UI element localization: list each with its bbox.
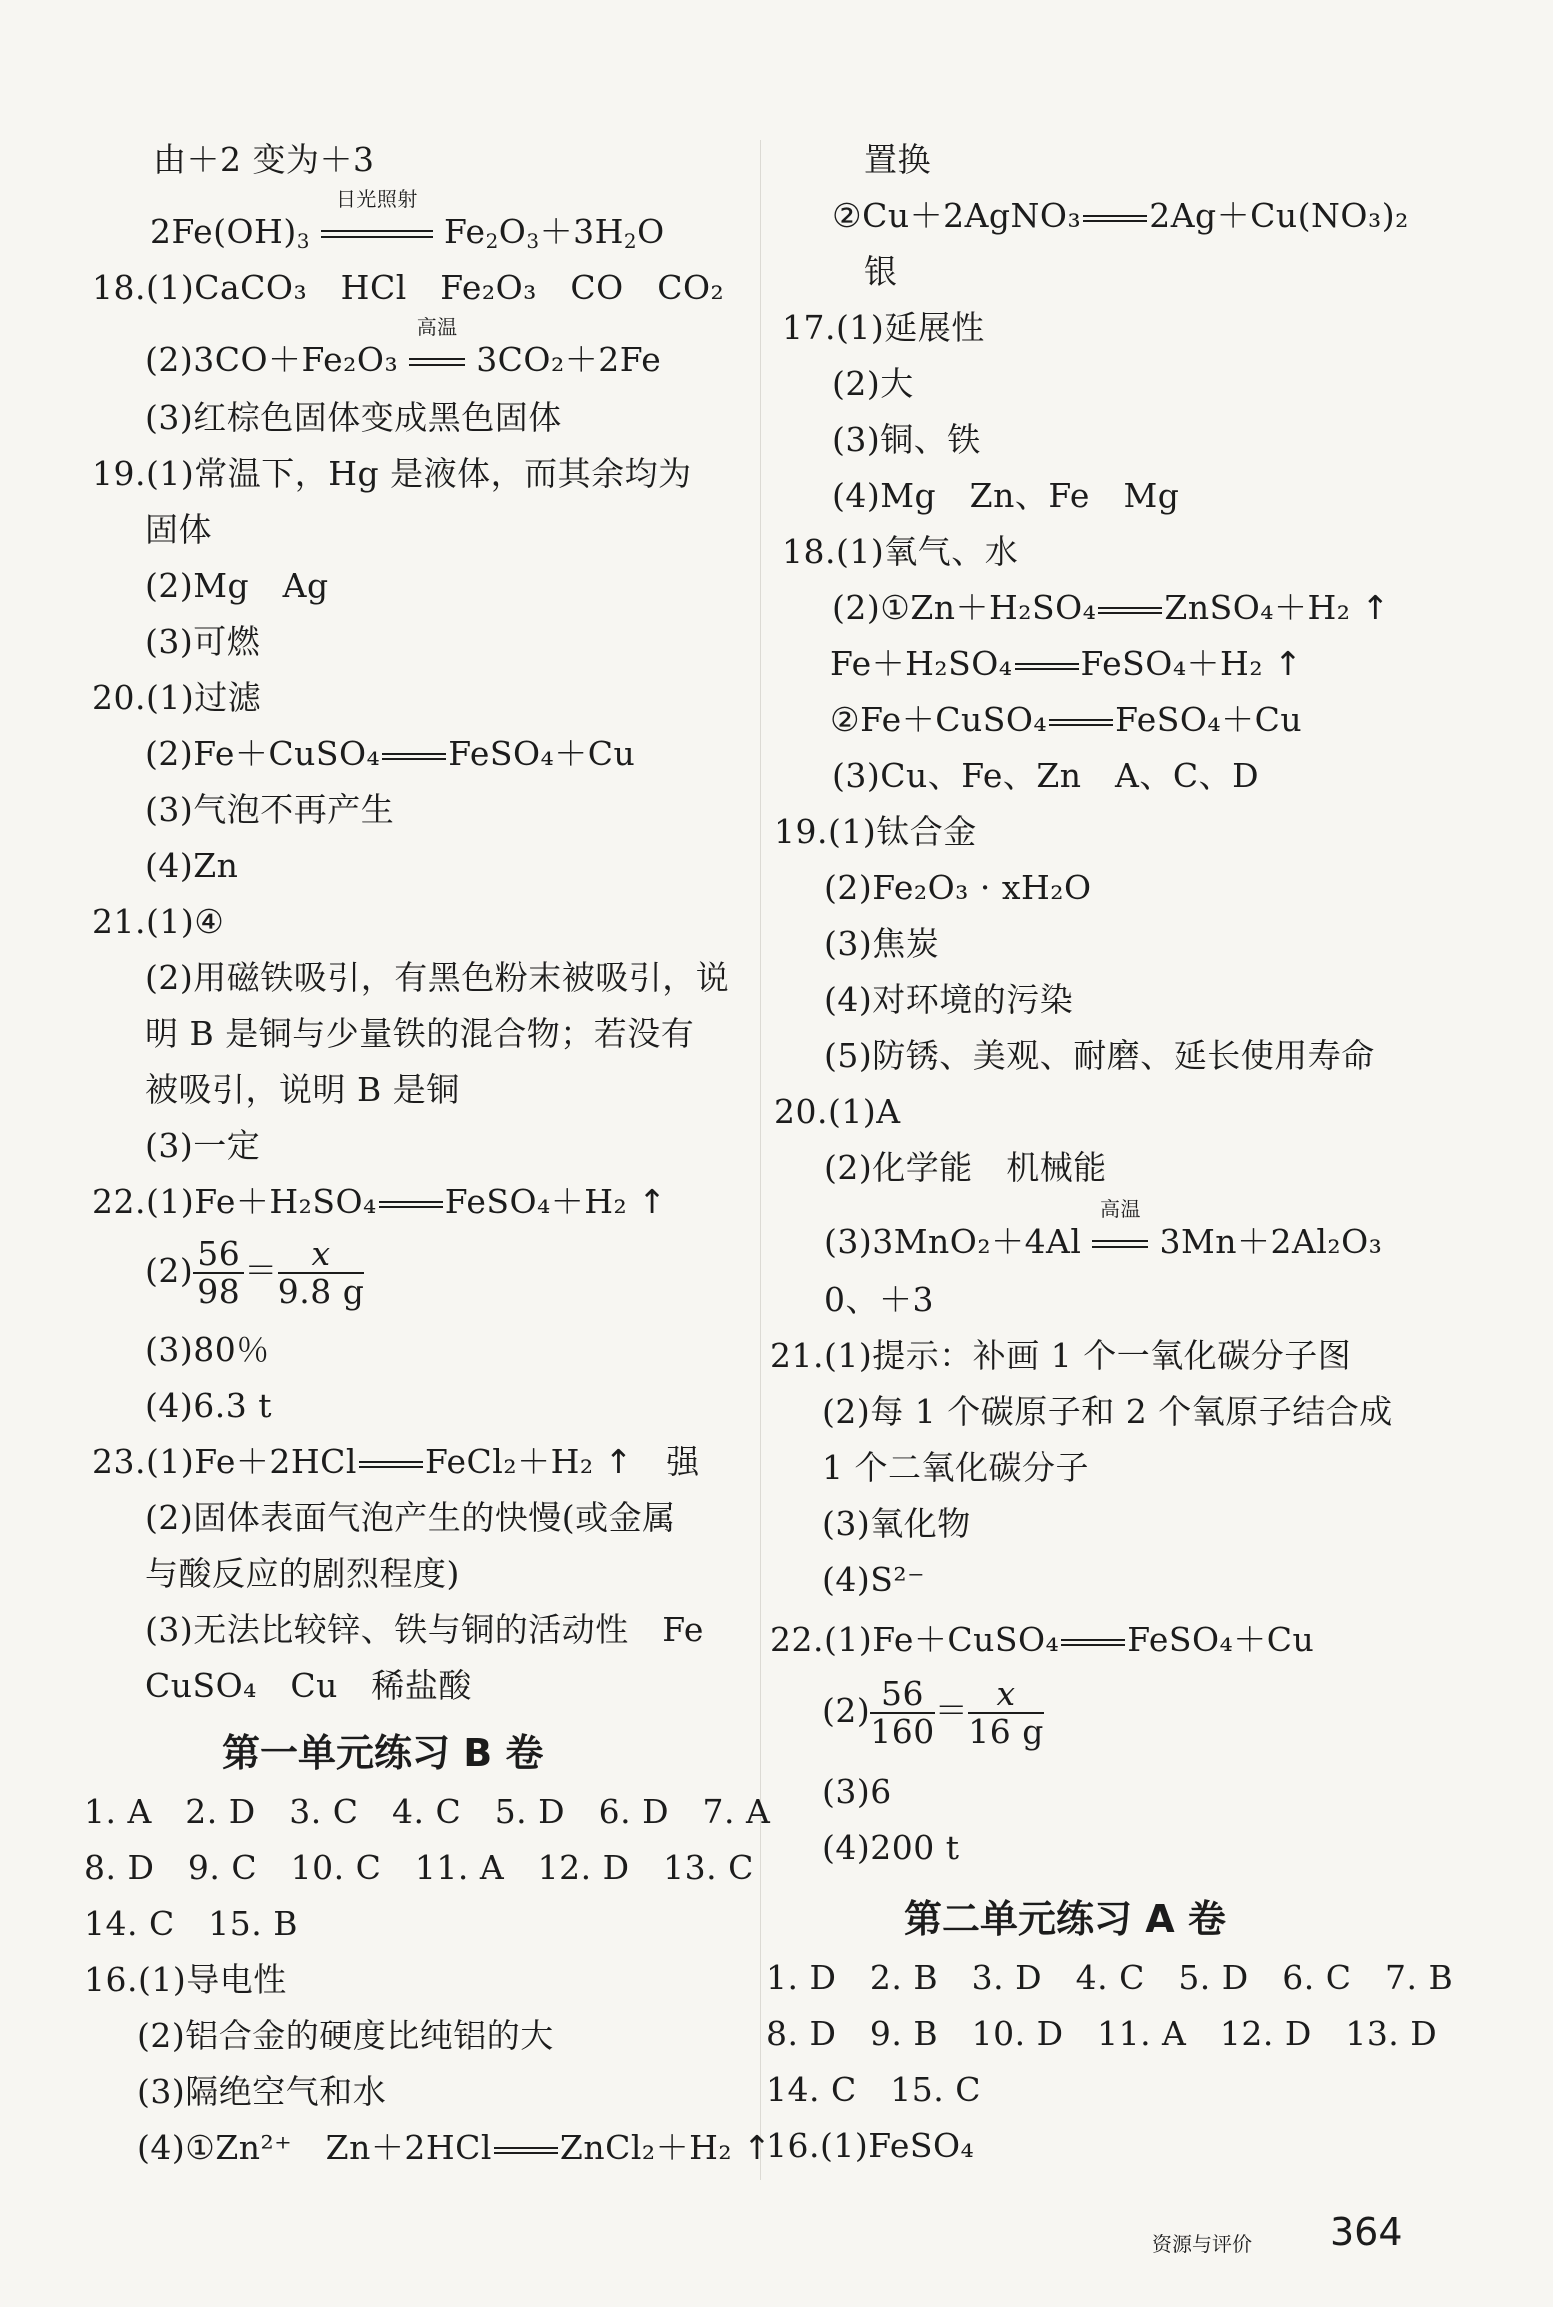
formula-part: 22.(1)Fe＋H₂SO₄ xyxy=(92,1182,377,1221)
answer-line: 银 xyxy=(864,252,898,291)
up-arrow-icon: ↑ xyxy=(1274,644,1303,683)
subscript: 3 xyxy=(296,229,310,253)
answer-line: 14. C 15. C xyxy=(766,2070,981,2109)
formula-part: 3Mn＋2Al₂O₃ xyxy=(1159,1222,1383,1261)
page-number: 364 xyxy=(1330,2210,1403,2254)
subscript: 2 xyxy=(623,229,638,253)
subscript: 2 xyxy=(485,229,499,253)
equals-bar xyxy=(1015,663,1079,670)
formula-part: ZnSO₄＋H₂ xyxy=(1164,588,1351,627)
formula-part: FeSO₄＋H₂ xyxy=(1080,644,1264,683)
answer-line: 16.(1)FeSO₄ xyxy=(766,2126,975,2165)
answer-line: (3)隔绝空气和水 xyxy=(137,2072,387,2111)
answer-line: (2)Fe₂O₃ · xH₂O xyxy=(824,868,1092,907)
reaction-condition xyxy=(1092,1197,1148,1262)
formula-part: 2Ag＋Cu(NO₃)₂ xyxy=(1149,196,1409,235)
answer-line: 18.(1)氧气、水 xyxy=(782,532,1019,571)
up-arrow-icon: ↑ xyxy=(1361,588,1390,627)
formula-part: 3CO₂＋2Fe xyxy=(476,340,662,379)
section-heading: 第一单元练习 B 卷 xyxy=(222,1731,544,1775)
reaction-condition xyxy=(321,187,433,252)
equation-line xyxy=(832,588,1390,628)
answer-line: (3)气泡不再产生 xyxy=(145,790,395,829)
formula-part: ②Fe＋CuSO₄ xyxy=(830,700,1048,739)
equation-line xyxy=(770,1620,1314,1660)
equation-line xyxy=(150,187,665,253)
column-divider xyxy=(760,140,761,2180)
equals-bar xyxy=(321,230,433,238)
answer-line: 固体 xyxy=(145,510,212,549)
answer-line: CuSO₄ Cu 稀盐酸 xyxy=(145,1666,472,1705)
reaction-condition xyxy=(409,315,465,380)
formula-part: 22.(1)Fe＋CuSO₄ xyxy=(770,1620,1060,1659)
denominator: 9.8 g xyxy=(277,1272,365,1311)
equation-line xyxy=(145,734,635,774)
answer-line: 8. D 9. C 10. C 11. A 12. D 13. C xyxy=(84,1848,754,1887)
answer-line: 19.(1)常温下，Hg 是液体，而其余均为 xyxy=(92,454,692,493)
formula-part: (3)3MnO₂＋4Al xyxy=(824,1222,1082,1261)
formula-part: FeCl₂＋H₂ xyxy=(424,1442,594,1481)
formula-part: (2)3CO＋Fe₂O₃ xyxy=(145,340,399,379)
answer-line: 被吸引，说明 B 是铜 xyxy=(145,1070,460,1109)
formula-part: 2Fe(OH) xyxy=(150,212,297,251)
numerator: 56 xyxy=(193,1236,244,1274)
answer-line: 20.(1)过滤 xyxy=(92,678,262,717)
equals-bar xyxy=(1098,607,1162,614)
answer-line: (2)化学能 机械能 xyxy=(824,1148,1107,1187)
answer-line: 与酸反应的剧烈程度) xyxy=(145,1554,460,1593)
numerator: 56 xyxy=(870,1676,935,1714)
fraction xyxy=(870,1676,935,1750)
equation-line xyxy=(92,1442,700,1482)
answer-line: (2)大 xyxy=(832,364,914,403)
answer-line: (4)S²⁻ xyxy=(822,1560,925,1599)
equals-bar xyxy=(1049,719,1113,726)
answer-line: (4)6.3 t xyxy=(145,1386,272,1425)
answer-line: 17.(1)延展性 xyxy=(782,308,985,347)
answer-line: (3)可燃 xyxy=(145,622,261,661)
formula-part: FeSO₄＋Cu xyxy=(448,734,636,773)
fraction xyxy=(278,1236,365,1310)
up-arrow-icon: ↑ xyxy=(604,1442,633,1481)
fraction-line xyxy=(145,1236,364,1310)
answer-line: (3)一定 xyxy=(145,1126,261,1165)
condition-label: 高温 xyxy=(416,315,458,339)
formula-part: Fe xyxy=(443,212,486,251)
answer-line: (3)红棕色固体变成黑色固体 xyxy=(145,398,562,437)
answer-line: (3)Cu、Fe、Zn A、C、D xyxy=(832,756,1260,795)
text-line: 由＋2 变为＋3 xyxy=(153,140,375,179)
subscript: 3 xyxy=(526,229,540,253)
fraction-line xyxy=(822,1676,1044,1750)
answer-line: 1 个二氧化碳分子 xyxy=(822,1448,1089,1487)
formula-part: ＋3H xyxy=(539,212,624,251)
equation-line xyxy=(830,700,1302,740)
answer-line: (3)无法比较锌、铁与铜的活动性 Fe xyxy=(145,1610,704,1649)
equals-bar xyxy=(409,358,465,366)
denominator: 98 xyxy=(197,1272,241,1311)
answer-line: 1. D 2. B 3. D 4. C 5. D 6. C 7. B xyxy=(766,1958,1454,1997)
answer-line: (3)铜、铁 xyxy=(832,420,981,459)
answer-line: (2)固体表面气泡产生的快慢(或金属 xyxy=(145,1498,676,1537)
section-heading: 第二单元练习 A 卷 xyxy=(904,1897,1226,1941)
formula-part: (4)①Zn²⁺ Zn＋2HCl xyxy=(137,2128,492,2167)
numerator: x xyxy=(968,1676,1044,1714)
answer-line: 8. D 9. B 10. D 11. A 12. D 13. D xyxy=(766,2014,1438,2053)
answer-line: (5)防锈、美观、耐磨、延长使用寿命 xyxy=(824,1036,1375,1075)
item-number: (2) xyxy=(145,1251,194,1290)
formula-part: (2)Fe＋CuSO₄ xyxy=(145,734,381,773)
equation-line xyxy=(145,315,662,380)
equals-bar xyxy=(1083,215,1147,222)
answer-line: (3)80％ xyxy=(145,1330,270,1369)
formula-part: 强 xyxy=(666,1442,700,1481)
formula-part: (2)①Zn＋H₂SO₄ xyxy=(832,588,1097,627)
equals-bar xyxy=(359,1461,423,1468)
equals-bar xyxy=(1092,1240,1148,1248)
fraction xyxy=(193,1236,244,1310)
answer-line: (4)Mg Zn、Fe Mg xyxy=(832,476,1180,515)
equals-bar xyxy=(382,753,446,760)
numerator: x xyxy=(278,1236,365,1274)
answer-line: (2)每 1 个碳原子和 2 个氧原子结合成 xyxy=(822,1392,1393,1431)
answer-line: 14. C 15. B xyxy=(84,1904,298,1943)
equals-bar xyxy=(494,2147,558,2154)
condition-label: 高温 xyxy=(1099,1197,1141,1221)
equation-line xyxy=(824,1197,1383,1262)
item-number: (2) xyxy=(822,1691,871,1730)
answer-line: (2)Mg Ag xyxy=(145,566,329,605)
denominator: 16 g xyxy=(968,1712,1044,1751)
equation-line xyxy=(832,196,1409,236)
answer-line: (2)用磁铁吸引，有黑色粉末被吸引，说 xyxy=(145,958,730,997)
formula-part: FeSO₄＋Cu xyxy=(1127,1620,1315,1659)
answer-line: 16.(1)导电性 xyxy=(84,1960,287,1999)
answer-line: (4)对环境的污染 xyxy=(824,980,1074,1019)
formula-part: O xyxy=(637,212,665,251)
answer-line: (2)铝合金的硬度比纯铝的大 xyxy=(137,2016,554,2055)
condition-label: 日光照射 xyxy=(335,187,418,211)
up-arrow-icon: ↑ xyxy=(743,2128,772,2167)
answer-line: 20.(1)A xyxy=(774,1092,901,1131)
equals-bar xyxy=(1061,1639,1125,1646)
equals-bar xyxy=(379,1201,443,1208)
answer-line: (3)焦炭 xyxy=(824,924,940,963)
answer-line: (3)6 xyxy=(822,1772,892,1811)
answer-line: 18.(1)CaCO₃ HCl Fe₂O₃ CO CO₂ xyxy=(92,268,725,307)
answer-line: (4)Zn xyxy=(145,846,239,885)
equation-line xyxy=(92,1182,666,1222)
equals-sign: ＝ xyxy=(934,1691,969,1730)
equation-line xyxy=(830,644,1302,684)
answer-line: 19.(1)钛合金 xyxy=(774,812,977,851)
answer-line: 21.(1)提示：补画 1 个一氧化碳分子图 xyxy=(770,1336,1352,1375)
answer-line: 置换 xyxy=(864,140,931,179)
formula-part: FeSO₄＋Cu xyxy=(1115,700,1303,739)
formula-part: Fe＋H₂SO₄ xyxy=(830,644,1013,683)
formula-part: ②Cu＋2AgNO₃ xyxy=(832,196,1082,235)
answer-line: 0、＋3 xyxy=(824,1280,934,1319)
answer-line: (4)200 t xyxy=(822,1828,960,1867)
equals-sign: ＝ xyxy=(244,1251,278,1290)
footer-label: 资源与评价 xyxy=(1152,2232,1252,2256)
denominator: 160 xyxy=(870,1712,935,1751)
answer-line: 1. A 2. D 3. C 4. C 5. D 6. D 7. A xyxy=(84,1792,771,1831)
answer-line: 明 B 是铜与少量铁的混合物；若没有 xyxy=(145,1014,695,1053)
formula-part: FeSO₄＋H₂ xyxy=(444,1182,628,1221)
fraction xyxy=(968,1676,1044,1750)
formula-part: O xyxy=(498,212,527,251)
answer-line: 21.(1)④ xyxy=(92,902,225,941)
formula-part: 23.(1)Fe＋2HCl xyxy=(92,1442,357,1481)
answer-line: (3)氧化物 xyxy=(822,1504,971,1543)
equation-line xyxy=(137,2128,771,2168)
up-arrow-icon: ↑ xyxy=(638,1182,667,1221)
formula-part: ZnCl₂＋H₂ xyxy=(559,2128,733,2167)
